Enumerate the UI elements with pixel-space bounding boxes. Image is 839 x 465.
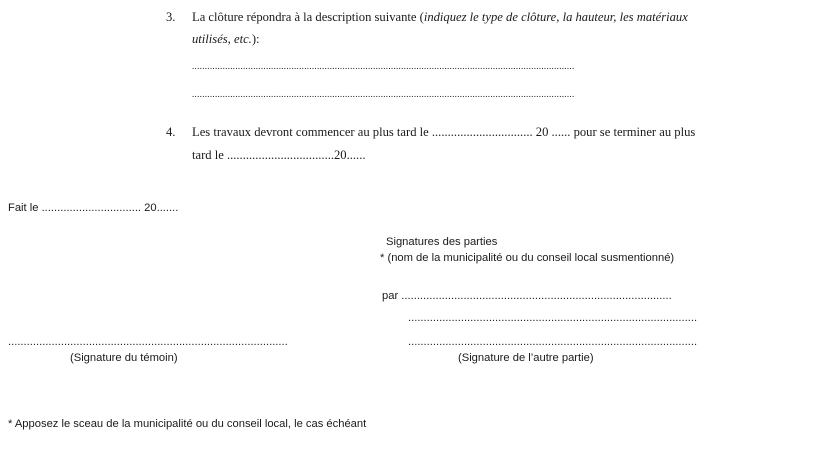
signatures-heading: Signatures des parties xyxy=(386,236,498,248)
item-3-line2 xyxy=(192,32,260,47)
item-3-line1 xyxy=(192,10,688,25)
signatures-note: * (nom de la municipalité ou du conseil local susmentionné) xyxy=(380,252,675,264)
item-4-line2: tard le ..................................20...... xyxy=(192,148,366,162)
item-3-number: 3. xyxy=(166,10,176,24)
item-3-dotted-line-b: ...................................................................................................................................................... xyxy=(192,89,575,99)
par-line: par ....................................................................................... xyxy=(382,290,672,302)
item-4-number: 4. xyxy=(166,125,176,139)
witness-caption: (Signature du témoin) xyxy=(70,352,178,364)
witness-signature-dots: .......................................................................................... xyxy=(8,336,288,348)
item-3-line2-italic: utilisés, etc. xyxy=(192,32,252,46)
item-4-line1: Les travaux devront commencer au plus tard le ................................ 20 ...... pour se terminer au plus xyxy=(192,125,696,139)
seal-footnote: * Apposez le sceau de la municipalité ou du conseil local, le cas échéant xyxy=(8,418,367,430)
item-3-line1-text: La clôture répondra à la description suivante ( xyxy=(192,10,424,24)
item-3-dotted-line-a: ...................................................................................................................................................... xyxy=(192,61,575,71)
item-3-line2-text: ): xyxy=(251,32,260,46)
fait-le-line: Fait le ................................ 20....... xyxy=(8,202,179,214)
item-3-line1-italic: indiquez le type de clôture, la hauteur, les matériaux xyxy=(423,10,688,24)
other-party-dots-1: ............................................................................................. xyxy=(408,312,698,324)
other-party-caption: (Signature de l’autre partie) xyxy=(458,352,594,364)
other-party-dots-2: ............................................................................................. xyxy=(408,336,698,348)
